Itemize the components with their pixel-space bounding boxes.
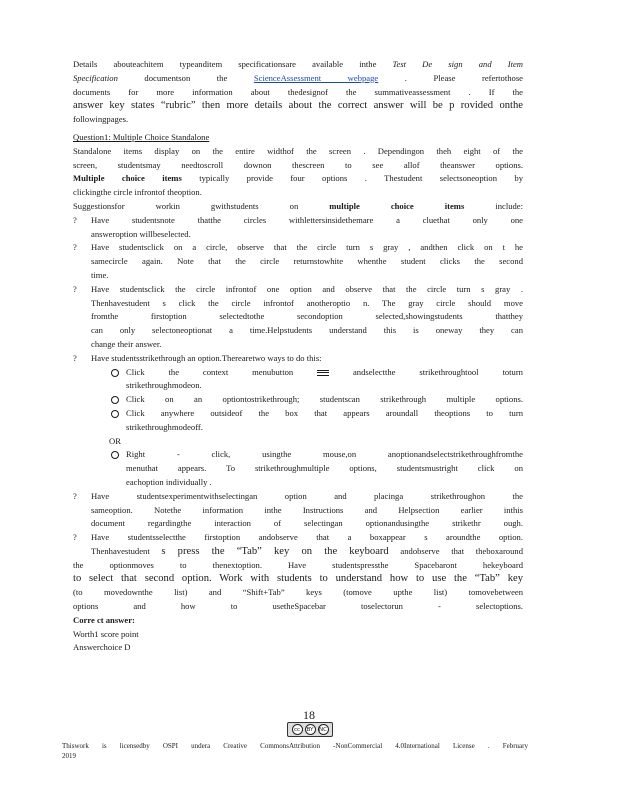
body-text: Thenhavestudent — [91, 545, 150, 556]
list-item — [73, 352, 523, 366]
intro-line — [73, 86, 523, 100]
sub-list-item — [73, 366, 523, 394]
list-item — [73, 531, 523, 559]
bullet-marker: ? — [73, 242, 77, 253]
body-text: Standalone items display on the entire widthof the screen . Dependingon theh eight of the — [73, 145, 523, 156]
list-item — [73, 241, 523, 282]
intro-text: followingpages. — [73, 114, 129, 125]
intro-italic-title: Test De sign and Item — [392, 59, 523, 69]
body-text: (to movedownthe list) and “Shift+Tab” keys (tomove upthe list) tomovebetween — [73, 587, 523, 598]
body-text: s press the “Tab” key on the keyboard — [161, 545, 389, 557]
circle-bullet-icon — [111, 396, 119, 404]
body-text: include: — [495, 200, 524, 211]
science-assessment-link[interactable]: ScienceAssessment webpage — [253, 72, 379, 83]
body-text: eachoption individually . — [126, 476, 212, 487]
sub-list-item — [73, 448, 523, 489]
intro-text: . Please refertothose — [404, 72, 523, 83]
question-heading-text: Question1: Multiple Choice Standalone — [73, 131, 210, 142]
list-item — [73, 283, 523, 352]
body-text: menuthat appears. To strikethroughmultiple options, studentsmustright click on — [126, 463, 523, 474]
body-text: Have studentsnote thatthe circles withlettersinsidethemare a cluethat only one — [91, 214, 523, 225]
body-text: document regardingthe interaction of selectingan optionandusingthe strikethr ough. — [91, 518, 523, 529]
answer-choice — [73, 641, 523, 655]
body-text: clickingthe circle infrontof theoption. — [73, 187, 202, 198]
standalone-line — [73, 172, 523, 186]
body-text: typically provide four options . Thestudent selectsoneoption by — [199, 173, 523, 184]
cc-icon: cc — [292, 724, 303, 735]
body-text: strikethroughmodeon. — [126, 380, 202, 391]
body-text: fromthe firstoption selectedtothe secondoption selected,showingstudents thatthey — [91, 311, 523, 322]
body-text: sameoption. Notethe information inthe Instructions and Helpsection earlier inthis — [91, 504, 523, 515]
body-text: to select that second option. Work with students to understand how to use the “Tab” key — [73, 573, 523, 585]
by-icon: BY — [305, 724, 316, 735]
score-worth — [73, 628, 523, 642]
or-text: OR — [109, 435, 121, 446]
body-text: strikethroughmodeoff. — [126, 421, 203, 432]
body-text: Answerchoice D — [73, 642, 131, 653]
intro-text: answer key states “rubric” then more details about the correct answer will be p rovided onthe — [73, 100, 523, 112]
body-text: can only selectoneoptionat a time.Helpstudents understand this is oneway they can — [91, 325, 523, 336]
tail-line — [73, 559, 523, 573]
intro-line — [73, 99, 523, 113]
body-text: Have studentsstrikethrough an option.Therearetwo ways to do this: — [91, 352, 322, 363]
cc-license-badge-icon — [287, 722, 333, 737]
circle-bullet-icon — [111, 369, 119, 377]
body-text: samecircle again. Note that the circle returnstowhite whenthe student clicks the second — [91, 256, 523, 267]
correct-answer-heading — [73, 614, 523, 628]
body-text: Click anywhere outsideof the box that appears aroundall theoptions to turn — [126, 407, 523, 418]
circle-bullet-icon — [111, 410, 119, 418]
body-text: andselectthe strikethroughtool toturn — [352, 366, 523, 377]
intro-italic-title: Specification — [73, 72, 118, 83]
or-label — [73, 435, 523, 449]
nc-icon: NC — [318, 724, 329, 735]
standalone-line — [73, 145, 523, 159]
intro-line — [73, 58, 523, 72]
body-text: time. — [91, 269, 109, 280]
standalone-line — [73, 200, 523, 214]
intro-text: documentson the — [144, 72, 228, 83]
sub-list-item — [73, 393, 523, 407]
body-text: Click on an optiontostrikethrough; studentscan strikethrough multiple options. — [126, 394, 523, 405]
body-text: screen, studentsmay needtoscroll downon thescreen to see allof theanswer options. — [73, 159, 523, 170]
tail-line — [73, 586, 523, 600]
body-text: the optionmoves to thenextoption. Have studentspressthe Spacebaront hekeyboard — [73, 559, 523, 570]
page-body — [73, 58, 523, 655]
body-text: options and how to usetheSpacebar toselectorun - selectoptions. — [73, 601, 523, 612]
tail-line — [73, 572, 523, 586]
license-footer — [62, 741, 528, 761]
body-text: Right - click, usingthe mouse,on anoptionandselectstrikethroughfromthe — [126, 449, 523, 460]
bullet-marker: ? — [73, 532, 77, 543]
body-text: answeroption willbeselected. — [91, 228, 191, 239]
sub-list-item — [73, 407, 523, 435]
list-item — [73, 214, 523, 242]
menu-icon — [317, 368, 329, 377]
list-item — [73, 490, 523, 531]
body-text: andobserve that theboxaround — [400, 545, 523, 556]
bullet-marker: ? — [73, 490, 77, 501]
circle-bullet-icon — [111, 451, 119, 459]
body-text: Thenhavestudent s click the circle infrontof anotheroptio n. The gray circle should move — [91, 297, 523, 308]
body-text: Click the context menubutton — [126, 366, 294, 377]
bold-term: multiple choice items — [329, 200, 465, 211]
body-text: Suggestionsfor workin gwithstudents on — [73, 200, 299, 211]
bullet-marker: ? — [73, 214, 77, 225]
question-heading — [73, 131, 523, 145]
intro-line — [73, 72, 523, 86]
footer-text: Thiswork is licensedby OSPI undera Creative CommonsAttribution -NonCommercial 4.0International License . February — [62, 742, 528, 750]
intro-text: documents for more information about thedesignof the summativeassessment . If the — [73, 86, 523, 97]
bold-term: Corre ct answer: — [73, 614, 135, 625]
bold-term: Multiple choice items — [73, 173, 182, 184]
bullet-marker: ? — [73, 283, 77, 294]
standalone-line — [73, 159, 523, 173]
intro-line — [73, 113, 523, 127]
bullet-marker: ? — [73, 352, 77, 363]
standalone-line — [73, 186, 523, 200]
intro-text: Details abouteachitem typeanditem specificationsare available inthe — [73, 59, 377, 69]
body-text: Worth1 score point — [73, 628, 139, 639]
body-text: Have studentsclick on a circle, observe that the circle turn s gray , andthen click on t he — [91, 242, 523, 253]
tail-line — [73, 600, 523, 614]
body-text: Have studentsexperimentwithselectingan option and placinga strikethroughon the — [91, 490, 523, 501]
footer-text: 2019 — [62, 752, 76, 760]
body-text: change their answer. — [91, 338, 162, 349]
body-text: Have studentsselectthe firstoption andobserve that a boxappear s aroundthe option. — [91, 532, 523, 543]
body-text: Have studentsclick the circle infrontof one option and observe that the circle turn s gray . — [91, 283, 523, 294]
page-number: 18 — [303, 708, 315, 722]
